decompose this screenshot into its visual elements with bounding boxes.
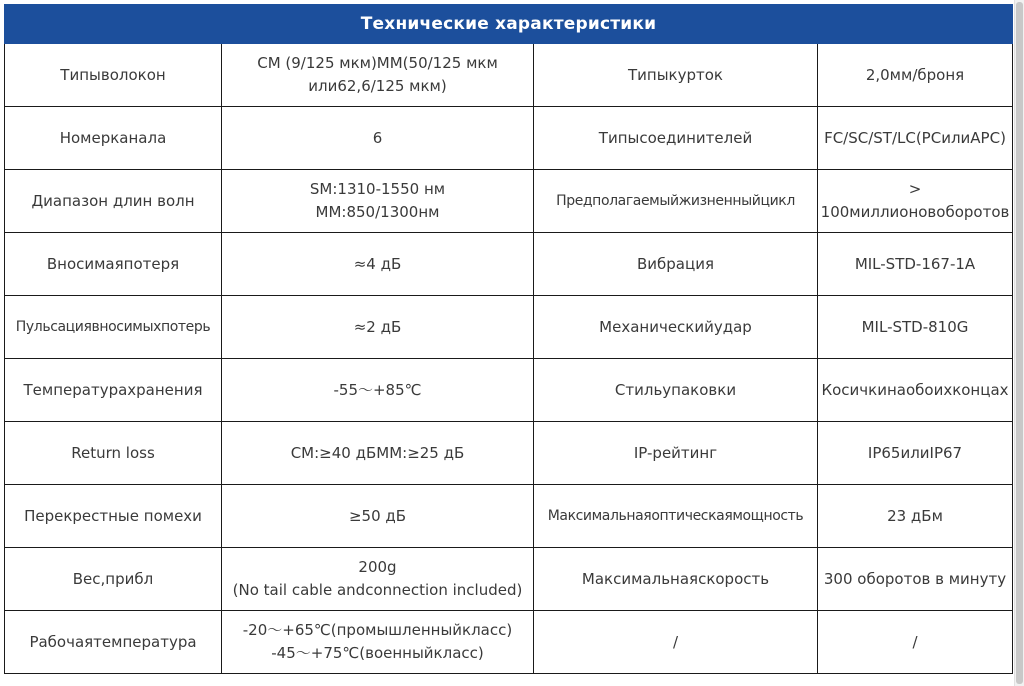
spec-value-right [818,611,1013,674]
spec-value-left-line: ≈2 дБ [353,317,402,336]
spec-label-right: / [534,611,818,674]
spec-label-right: Механическийудар [534,296,818,359]
spec-value-left-line: MM:850/1300нм [315,203,440,221]
spec-value-left-line: 200g [358,558,397,576]
spec-value-left-line: ≥50 дБ [348,506,407,525]
spec-value-right-line: 100миллионовоборотов [820,203,1010,221]
spec-value-right-line: / [912,632,918,651]
spec-label-right: Стильупаковки [534,359,818,422]
table-row [5,611,1013,674]
spec-value-left-line: или62,6/125 мкм) [308,77,447,95]
spec-value-right [818,548,1013,611]
spec-value-right-line: MIL-STD-167-1A [854,254,976,273]
spec-value-right-line: MIL-STD-810G [861,317,969,336]
table-row [5,548,1013,611]
table-title: Технические характеристики [5,5,1013,44]
table-row [5,44,1013,107]
spec-label-left: Пульсациявносимыхпотерь [5,296,222,359]
spec-value-left [222,170,534,233]
spec-label-left: Диапазон длин волн [5,170,222,233]
spec-value-left-line: SM:1310-1550 нм [309,180,446,198]
spec-value-left [222,485,534,548]
table-row [5,107,1013,170]
scrollbar-thumb[interactable] [1016,2,1023,684]
spec-value-right [818,422,1013,485]
table-row [5,170,1013,233]
spec-value-left-line: СМ:≥40 дБММ:≥25 дБ [290,443,465,462]
spec-label-right: Предполагаемыйжизненныйцикл [534,170,818,233]
table-body [5,44,1013,674]
spec-value-left-line: -20～+65℃(промышленныйкласс) [242,621,513,639]
spec-label-left: Температурахранения [5,359,222,422]
spec-value-right [818,107,1013,170]
spec-value-right-line: IP65илиIP67 [867,443,963,462]
spec-label-left: Номерканала [5,107,222,170]
spec-value-right [818,296,1013,359]
table-header-row [5,5,1013,44]
spec-value-left-line: СМ (9/125 мкм)ММ(50/125 мкм [257,54,498,72]
spec-value-right-line: 23 дБм [887,506,943,525]
spec-label-left: Перекрестные помехи [5,485,222,548]
spec-table [4,4,1013,674]
spec-value-left-line: (No tail cable andconnection included) [232,581,523,599]
spec-value-right-line: FC/SC/ST/LC(PCилиAPC) [824,128,1006,147]
spec-label-right: Типысоединителей [534,107,818,170]
spec-label-left: Рабочаятемпература [5,611,222,674]
spec-value-left [222,611,534,674]
spec-label-left: Вес,прибл [5,548,222,611]
spec-label-left: Вносимаяпотеря [5,233,222,296]
spec-label-left: Return loss [5,422,222,485]
table-row [5,296,1013,359]
spec-label-right: Максимальнаяоптическаямощность [534,485,818,548]
spec-value-right [818,170,1013,233]
table-row [5,233,1013,296]
spec-value-left [222,44,534,107]
spec-value-right-line: 2,0мм/броня [865,65,965,84]
spec-value-left-line: ≈4 дБ [353,254,402,273]
spec-value-left [222,548,534,611]
spec-value-left [222,107,534,170]
spec-value-right-line: Косичкинаобоихконцах [821,380,1009,399]
spec-value-left [222,233,534,296]
spec-value-right-line: 300 оборотов в минуту [823,569,1007,588]
table-row [5,485,1013,548]
spec-value-right [818,44,1013,107]
spec-value-right [818,359,1013,422]
spec-label-right: Максимальнаяскорость [534,548,818,611]
spec-value-right [818,233,1013,296]
spec-value-right-line: > [908,180,922,198]
table-row [5,422,1013,485]
spec-label-left: Типыволокон [5,44,222,107]
vertical-scrollbar[interactable] [1014,0,1024,686]
spec-label-right: Типыкурток [534,44,818,107]
spec-value-left-line: 6 [372,128,383,147]
spec-value-left [222,296,534,359]
spec-value-left-line: -45～+75℃(военныйкласс) [271,644,484,662]
spec-value-right [818,485,1013,548]
spec-value-left [222,422,534,485]
spec-label-right: Вибрация [534,233,818,296]
spec-value-left [222,359,534,422]
spec-label-right: IP-рейтинг [534,422,818,485]
spec-value-left-line: -55～+85℃ [333,380,422,399]
table-row [5,359,1013,422]
